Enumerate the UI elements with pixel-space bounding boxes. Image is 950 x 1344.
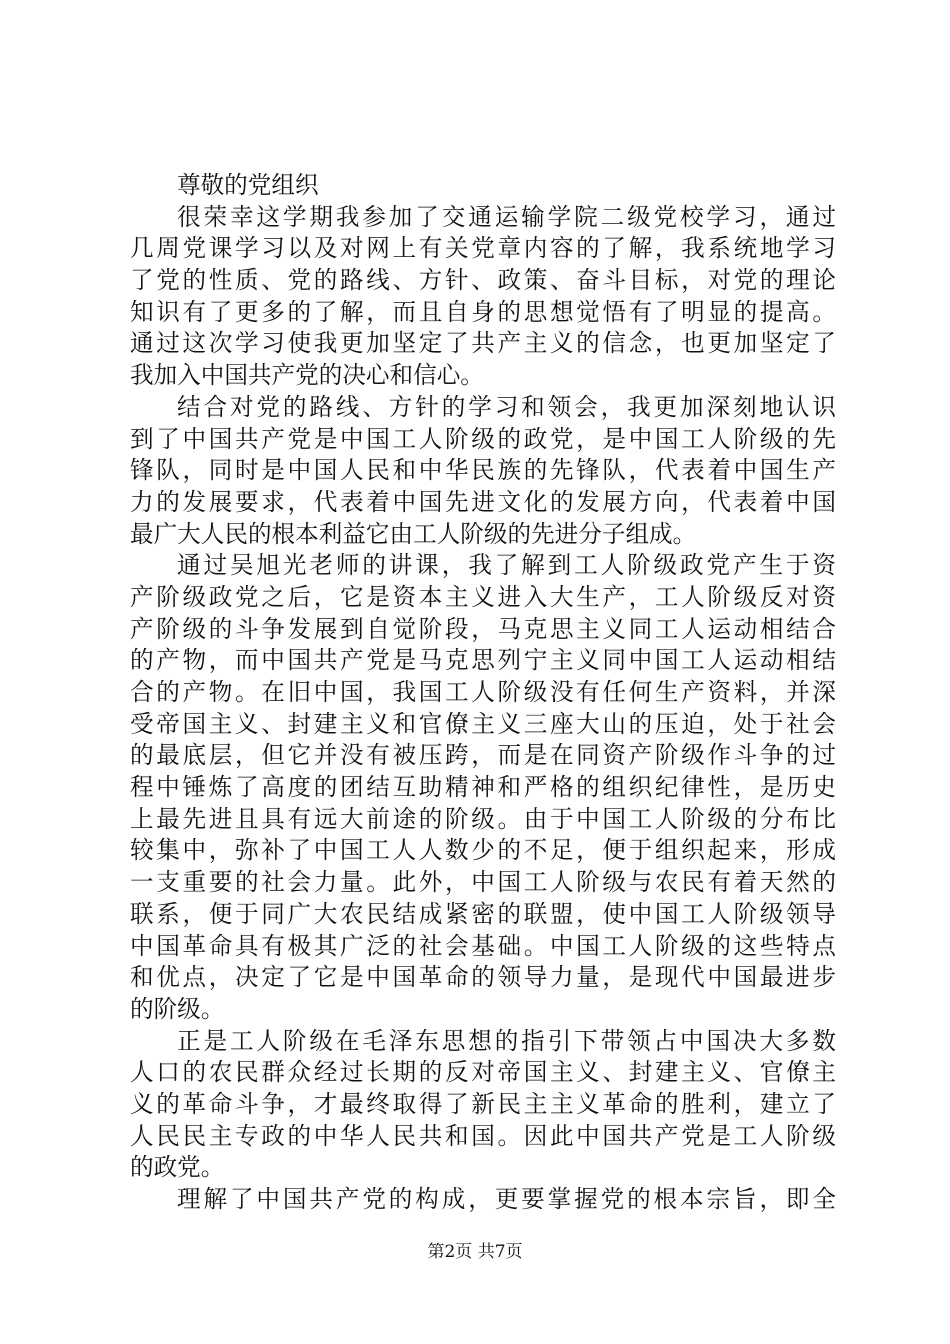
text-line: 和优点，决定了它是中国革命的领导力量，是现代中国最进步 — [130, 963, 836, 992]
text-line: 到了中国共产党是中国工人阶级的政党，是中国工人阶级的先 — [130, 424, 836, 453]
body-paragraph-2 — [130, 392, 836, 550]
body-paragraph-5 — [130, 1184, 836, 1216]
text-line: 产阶级的斗争发展到自觉阶段，马克思主义同工人运动相结合 — [130, 614, 836, 643]
text-line: 结合对党的路线、方针的学习和领会，我更加深刻地认识 — [177, 392, 836, 421]
text-line: 了党的性质、党的路线、方针、政策、奋斗目标，对党的理论 — [130, 266, 836, 295]
text-line: 的产物，而中国共产党是马克思列宁主义同中国工人运动相结 — [130, 646, 836, 675]
text-line: 上最先进且具有远大前途的阶级。由于中国工人阶级的分布比 — [130, 804, 836, 833]
text-line: 尊敬的党组织 — [177, 171, 319, 199]
text-line: 程中锤炼了高度的团结互助精神和严格的组织纪律性，是历史 — [130, 773, 836, 802]
text-line: 义的革命斗争，才最终取得了新民主主义革命的胜利，建立了 — [130, 1089, 836, 1118]
text-line: 人口的农民群众经过长期的反对帝国主义、封建主义、官僚主 — [130, 1058, 836, 1087]
text-line: 很荣幸这学期我参加了交通运输学院二级党校学习，通过 — [177, 202, 836, 231]
document-body — [130, 170, 836, 1216]
text-line: 人民民主专政的中华人民共和国。因此中国共产党是工人阶级 — [130, 1121, 836, 1150]
text-line: 的最底层，但它并没有被压跨，而是在同资产阶级作斗争的过 — [130, 741, 836, 770]
text-line: 我加入中国共产党的决心和信心。 — [130, 361, 484, 390]
text-line: 锋队，同时是中国人民和中华民族的先锋队，代表着中国生产 — [130, 456, 836, 485]
text-line: 产阶级政党之后，它是资本主义进入大生产，工人阶级反对资 — [130, 582, 836, 611]
text-line: 的政党。 — [130, 1153, 225, 1182]
text-line: 几周党课学习以及对网上有关党章内容的了解，我系统地学习 — [130, 234, 836, 263]
text-line: 最广大人民的根本利益它由工人阶级的先进分子组成。 — [130, 519, 697, 548]
text-line: 知识有了更多的了解，而且自身的思想觉悟有了明显的提高。 — [130, 297, 836, 326]
text-line: 的阶级。 — [130, 994, 225, 1023]
page-number-footer: 第2页 共7页 — [427, 1242, 523, 1262]
text-line: 一支重要的社会力量。此外，中国工人阶级与农民有着天然的 — [130, 868, 836, 897]
text-line: 中国革命具有极其广泛的社会基础。中国工人阶级的这些特点 — [130, 931, 836, 960]
text-line: 通过吴旭光老师的讲课，我了解到工人阶级政党产生于资 — [177, 551, 836, 580]
text-line: 力的发展要求，代表着中国先进文化的发展方向，代表着中国 — [130, 487, 836, 516]
text-line: 受帝国主义、封建主义和官僚主义三座大山的压迫，处于社会 — [130, 709, 836, 738]
body-paragraph-1 — [130, 202, 836, 392]
text-line: 正是工人阶级在毛泽东思想的指引下带领占中国决大多数 — [177, 1026, 836, 1055]
text-line: 较集中，弥补了中国工人人数少的不足，便于组织起来，形成 — [130, 836, 836, 865]
text-line: 通过这次学习使我更加坚定了共产主义的信念，也更加坚定了 — [130, 329, 836, 358]
body-paragraph-4 — [130, 1026, 836, 1184]
body-paragraph-3 — [130, 550, 836, 1025]
text-line: 合的产物。在旧中国，我国工人阶级没有任何生产资料，并深 — [130, 678, 836, 706]
text-line: 联系，便于同广大农民结成紧密的联盟，使中国工人阶级领导 — [130, 899, 836, 928]
salutation-paragraph — [130, 170, 836, 202]
text-line: 理解了中国共产党的构成，更要掌握党的根本宗旨，即全 — [177, 1185, 836, 1213]
